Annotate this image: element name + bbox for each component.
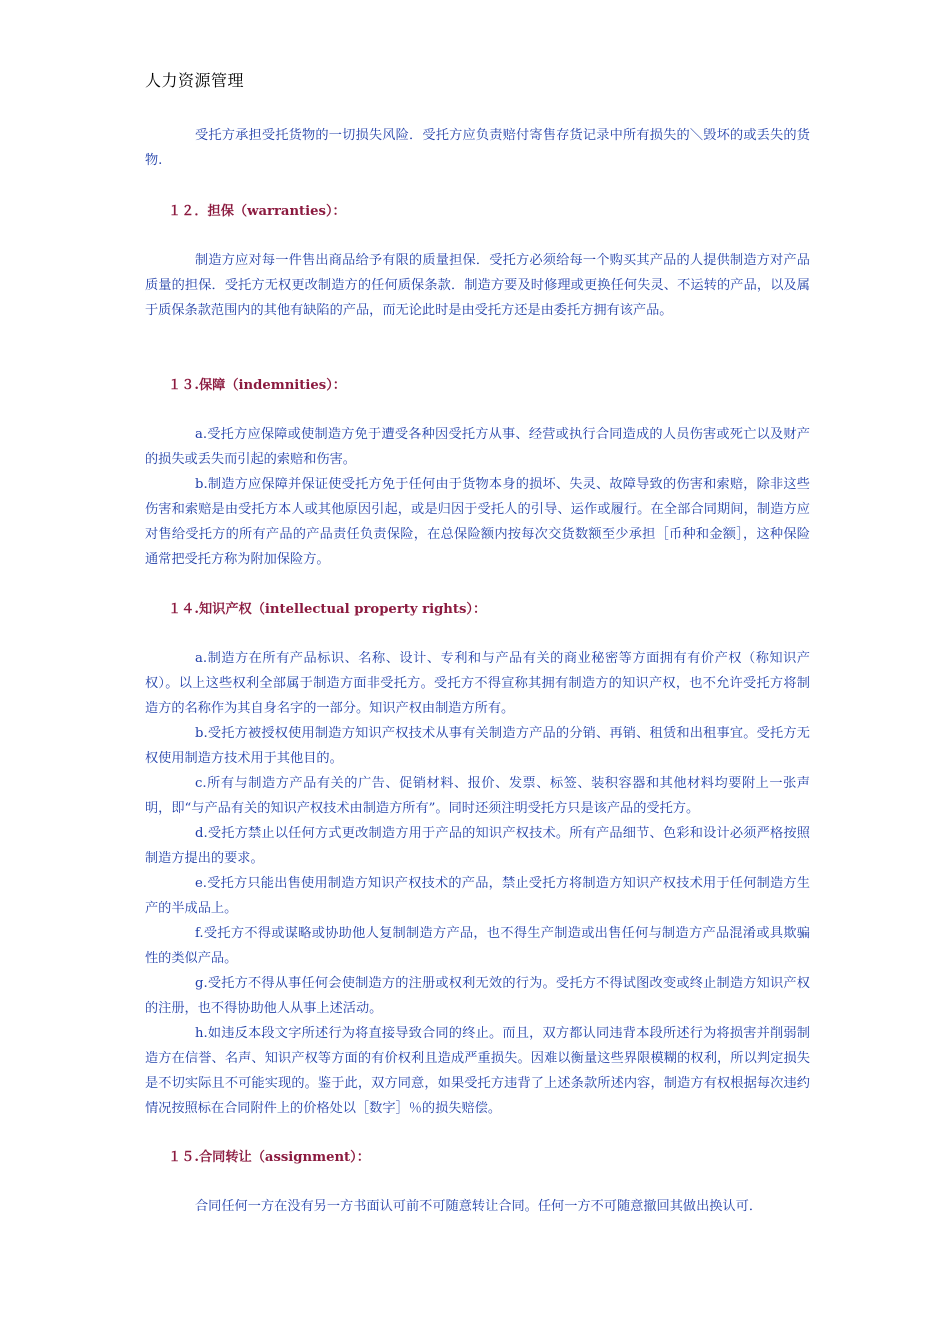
page-header-title: 人力资源管理 <box>145 71 245 90</box>
intro-paragraph: 受托方承担受托货物的一切损失风险．受托方应负责赔付寄售存货记录中所有损失的＼毁坏的或丢失的货物. <box>145 128 810 168</box>
section-14-body <box>145 646 810 1121</box>
section-12-paragraph: 制造方应对每一件售出商品给予有限的质量担保．受托方必须给每一个购买其产品的人提供制造方对产品质量的担保．受托方无权更改制造方的任何质保条款．制造方要及时修理或更换任何失灵、不运转的产品，以及属于质保条款范围内的其他有缺陷的产品，而无论此时是由受托方还是由委托方拥有该产品。 <box>145 253 810 318</box>
section-14-item-e: e.受托方只能出售使用制造方知识产权技术的产品，禁止受托方将制造方知识产权技术用于任何制造方生产的半成品上。 <box>145 876 810 916</box>
section-14-item-b: b.受托方被授权使用制造方知识产权技术从事有关制造方产品的分销、再销、租赁和出租事宜。受托方无权使用制造方技术用于其他目的。 <box>145 726 810 766</box>
section-12-heading: １２．担保（warranties）： <box>168 204 346 219</box>
section-13-heading: １３.保障（indemnities）： <box>168 378 346 393</box>
section-14-item-f: f.受托方不得或谋略或协助他人复制制造方产品，也不得生产制造或出售任何与制造方产品混淆或具欺骗性的类似产品。 <box>145 926 810 966</box>
section-15-body <box>145 1194 810 1219</box>
section-14-item-h: h.如违反本段文字所述行为将直接导致合同的终止。而且，双方都认同违背本段所述行为将损害并削弱制造方在信誉、名声、知识产权等方面的有价权利且造成严重损失。因难以衡量这些界限模糊的权利，所以判定损失是不切实际且不可能实现的。鉴于此，双方同意，如果受托方违背了上述条款所述内容，制造方有权根据每次违约情况按照标在合同附件上的价格处以［数字］％的损失赔偿。 <box>145 1026 810 1116</box>
section-13-body <box>145 422 810 572</box>
section-13-item-b: b.制造方应保障并保证使受托方免于任何由于货物本身的损坏、失灵、故障导致的伤害和索赔，除非这些伤害和索赔是由受托方本人或其他原因引起，或是归因于受托人的引导、运作或履行。在全部合同期间，制造方应对售给受托方的所有产品的产品责任负责保险，在总保险额内按每次交货数额至少承担［币种和金额］，这种保险通常把受托方称为附加保险方。 <box>145 477 810 567</box>
section-12-body <box>145 248 810 323</box>
section-13-item-a: a.受托方应保障或使制造方免于遭受各种因受托方从事、经营或执行合同造成的人员伤害或死亡以及财产的损失或丢失而引起的索赔和伤害。 <box>145 427 810 467</box>
section-14-item-a: a.制造方在所有产品标识、名称、设计、专利和与产品有关的商业秘密等方面拥有有价产权（称知识产权）。以上这些权利全部属于制造方面非受托方。受托方不得宣称其拥有制造方的知识产权，也不允许受托方将制造方的名称作为其自身名字的一部分。知识产权由制造方所有。 <box>145 651 810 716</box>
section-14-item-g: g.受托方不得从事任何会使制造方的注册或权利无效的行为。受托方不得试图改变或终止制造方知识产权的注册，也不得协助他人从事上述活动。 <box>145 976 810 1016</box>
section-14-item-c: c.所有与制造方产品有关的广告、促销材料、报价、发票、标签、装积容器和其他材料均要附上一张声明，即“与产品有关的知识产权技术由制造方所有”。同时还须注明受托方只是该产品的受托方。 <box>145 776 810 816</box>
section-14-heading: １４.知识产权（intellectual property rights）： <box>168 602 487 617</box>
section-14-item-d: d.受托方禁止以任何方式更改制造方用于产品的知识产权技术。所有产品细节、色彩和设计必须严格按照制造方提出的要求。 <box>145 826 810 866</box>
section-15-paragraph: 合同任何一方在没有另一方书面认可前不可随意转让合同。任何一方不可随意撤回其做出换认可． <box>195 1199 763 1214</box>
section-15-heading: １５.合同转让（assignment）： <box>168 1150 370 1165</box>
intro-paragraph-block <box>145 123 810 173</box>
